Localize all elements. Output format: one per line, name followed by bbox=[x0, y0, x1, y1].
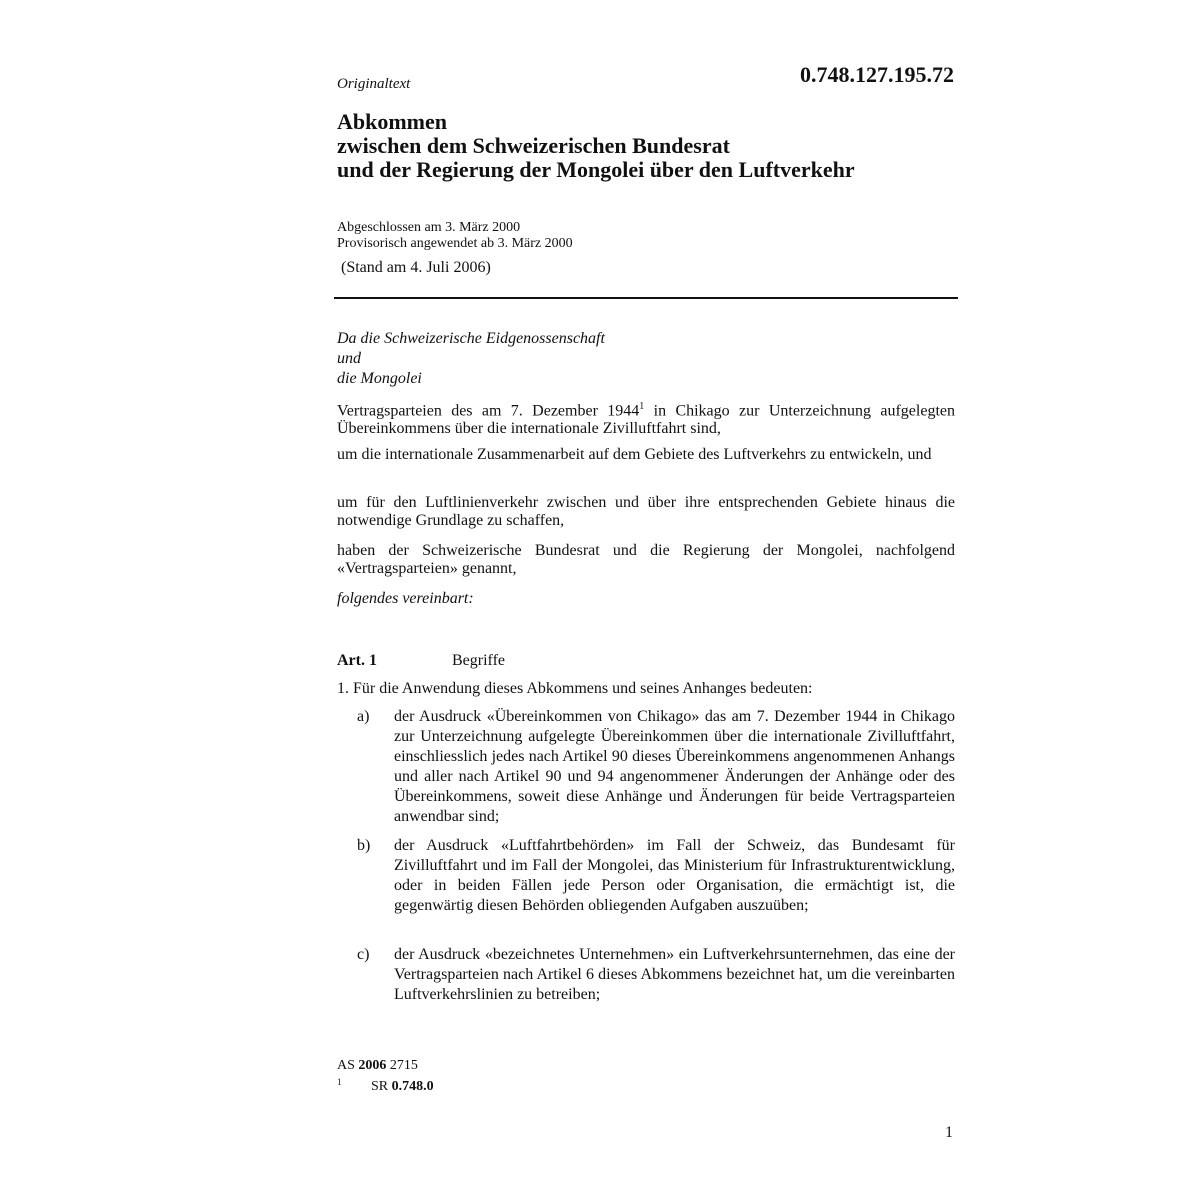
as-reference bbox=[337, 1058, 418, 1074]
preamble-line-3: die Mongolei bbox=[337, 370, 422, 387]
item-text: der Ausdruck «Luftfahrtbehörden» im Fall der Schweiz, das Bundesamt für Zivilluftfahrt und im Fall der Mongolei, das Ministerium für Infrastrukturentwicklung, oder in beiden Fällen jede Person oder Organisation, die ermächtigt ist, die gegenwärtig diesen Behörden obliegenden Aufgaben auszuüben; bbox=[394, 837, 955, 914]
title-line-2: zwischen dem Schweizerischen Bundesrat bbox=[337, 133, 730, 158]
item-text: der Ausdruck «bezeichnetes Unternehmen» ein Luftverkehrsunternehmen, das eine der Vertragsparteien nach Artikel 6 dieses Abkommens bezeichnet hat, um die vereinbarten Luftverkehrslinien zu betreiben; bbox=[394, 946, 955, 1003]
preamble-line-2: und bbox=[337, 350, 361, 367]
title-line-3: und der Regierung der Mongolei über den Luftverkehr bbox=[337, 157, 855, 182]
provisional-date: Provisorisch angewendet ab 3. März 2000 bbox=[337, 236, 573, 251]
preamble-paragraph-4: haben der Schweizerische Bundesrat und die Regierung der Mongolei, nachfolgend «Vertragsparteien» genannt, bbox=[337, 542, 955, 577]
article-title: Begriffe bbox=[452, 652, 506, 669]
item-label: c) bbox=[357, 946, 370, 963]
footnote-mark: 1 bbox=[337, 1077, 342, 1087]
as-year: 2006 bbox=[358, 1058, 387, 1073]
sr-number: 0.748.127.195.72 bbox=[800, 62, 954, 87]
page-number: 1 bbox=[945, 1124, 953, 1141]
footnote-prefix: SR bbox=[371, 1079, 392, 1094]
preamble-paragraph-1 bbox=[337, 398, 955, 438]
as-prefix: AS bbox=[337, 1058, 359, 1073]
document-title bbox=[337, 110, 855, 182]
article-intro: 1. Für die Anwendung dieses Abkommens und seines Anhanges bedeuten: bbox=[337, 680, 813, 697]
article-number: Art. 1 bbox=[337, 652, 377, 669]
title-line-1: Abkommen bbox=[337, 109, 448, 134]
as-page: 2715 bbox=[386, 1058, 418, 1073]
preamble-paragraph-2: um die internationale Zusammenarbeit auf dem Gebiete des Luftverkehrs zu entwickeln, und bbox=[337, 446, 932, 463]
preamble-p1-start: Vertragsparteien des am 7. Dezember 1944 bbox=[337, 402, 640, 420]
footnote-sr-ref: 0.748.0 bbox=[391, 1079, 434, 1094]
footnote bbox=[337, 1079, 434, 1095]
footnote-reference[interactable]: 1 bbox=[639, 401, 645, 412]
definition-item bbox=[337, 707, 955, 827]
item-text: der Ausdruck «Übereinkommen von Chikago» das am 7. Dezember 1944 in Chikago zur Unterzeichnung aufgelegte Übereinkommen über die internationale Zivilluftfahrt, einschliesslich jedes nach Artikel 90 dieses Übereinkommens angenommenen Anhangs und aller nach Artikel 90 und 94 angenommener Änderungen der Anhänge oder des Übereinkommens, soweit diese Anhänge und Änderungen für beide Vertragsparteien anwendbar sind; bbox=[394, 708, 955, 825]
definition-item bbox=[337, 836, 955, 916]
preamble-p1-end: in Chikago zur Unterzeichnung aufgelegten Übereinkommens über die internationale Zivilluftfahrt sind, bbox=[337, 402, 955, 438]
originaltext-label: Originaltext bbox=[337, 76, 411, 92]
article-heading bbox=[337, 652, 505, 670]
item-label: b) bbox=[357, 837, 371, 854]
definition-item bbox=[337, 945, 955, 1005]
preamble-parties bbox=[337, 329, 955, 389]
dates-block bbox=[337, 220, 573, 252]
item-label: a) bbox=[357, 708, 370, 725]
status-date: (Stand am 4. Juli 2006) bbox=[341, 259, 491, 276]
preamble-paragraph-3: um für den Luftlinienverkehr zwischen und über ihre entsprechenden Gebiete hinaus die notwendige Grundlage zu schaffen, bbox=[337, 494, 955, 529]
preamble-line-1: Da die Schweizerische Eidgenossenschaft bbox=[337, 330, 605, 347]
header-divider bbox=[334, 297, 958, 299]
concluded-date: Abgeschlossen am 3. März 2000 bbox=[337, 220, 521, 235]
preamble-paragraph-5: folgendes vereinbart: bbox=[337, 590, 474, 607]
